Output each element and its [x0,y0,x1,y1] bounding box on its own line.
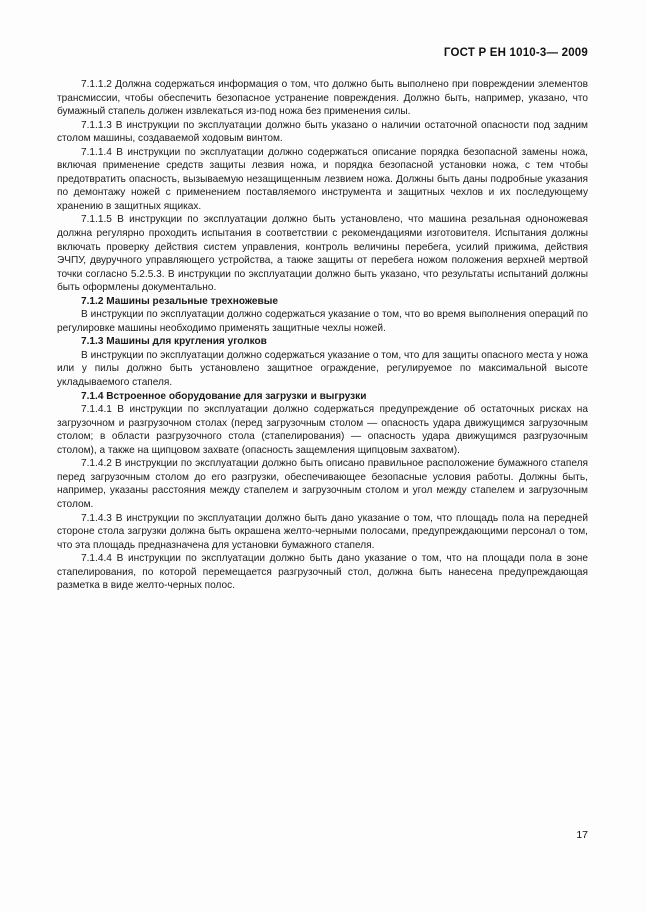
section-heading: 7.1.2 Машины резальные трехножевые [81,295,278,307]
body-paragraph: В инструкции по эксплуатации должно содержаться указание о том, что для защиты опасного места у ножа или у пилы должно быть установлено защитное ограждение, регулируемое по максимальной высоте укладываемого стапеля. [57,349,588,389]
page-number: 17 [576,829,588,841]
body-paragraph: 7.1.1.4 В инструкции по эксплуатации должно содержаться описание порядка безопасной замены ножа, включая применение средств защиты лезвия ножа, и порядка безопасной установки ножа, с тем чтобы предотвратить опасность, вызываемую незащищенным лезвием ножа. Должны быть даны подробные указания по демонтажу ножей с применением поставляемого инструмента и защитных чехлов и их последующему хранению в защитных ящиках. [57,146,588,212]
body-paragraph: 7.1.1.3 В инструкции по эксплуатации должно быть указано о наличии остаточной опасности под задним столом машины, создаваемой ходовым винтом. [57,119,588,145]
body-paragraph: 7.1.1.5 В инструкции по эксплуатации должно быть установлено, что машина резальная одноножевая должна регулярно проходить испытания в соответствии с рекомендациями изготовителя. Испытания должны включать проверку действия систем управления, контроль величины перебега, усилий прижима, действия ЭЧПУ, двуручного управляющего устройства, а также защиты от перебега ножом положения верхней мертвой точки согласно 5.2.5.3. В инструкции по эксплуатации должно быть указано, что результаты испытаний должны быть оформлены документально. [57,214,588,294]
body-paragraph: 7.1.1.2 Должна содержаться информация о том, что должно быть выполнено при повреждении элементов трансмиссии, чтобы обеспечить безопасное устранение повреждения. Должно быть, например, указано, что бумажный стапель должен извлекаться из-под ножа без применения силы. [57,79,588,118]
section-heading: 7.1.3 Машины для кругления уголков [81,336,267,348]
document-body [57,78,588,593]
body-paragraph: 7.1.4.2 В инструкции по эксплуатации должно быть описано правильное расположение бумажного стапеля перед загрузочным столом до его разгрузки, обеспечивающее безопасные условия работы. Должны быть, например, указаны расстояния между стапелем и загрузочным столом и угол между стапелем и загрузочным столом. [57,458,588,510]
body-paragraph: 7.1.4.3 В инструкции по эксплуатации должно быть дано указание о том, что площадь пола на передней стороне стола загрузки должна быть окрашена желто-черными полосами, предупреждающими персонал о том, что эта площадь предназначена для установки бумажного стапеля. [57,512,588,551]
body-paragraph: В инструкции по эксплуатации должно содержаться указание о том, что во время выполнения операций по регулировке машины необходимо применять защитные чехлы ножей. [57,309,588,334]
document-header-standard-number: ГОСТ Р ЕН 1010-3— 2009 [443,47,588,59]
body-paragraph: 7.1.4.4 В инструкции по эксплуатации должно быть дано указание о том, что на площади пола в зоне стапелирования, по которой перемещается разгрузочный стол, должна быть нанесена предупреждающая разметка в виде желто-черных полос. [57,553,588,592]
section-heading: 7.1.4 Встроенное оборудование для загрузки и выгрузки [81,390,367,402]
body-paragraph: 7.1.4.1 В инструкции по эксплуатации должно содержаться предупреждение об остаточных рисках на загрузочном и разгрузочном столах (перед загрузочным столом — опасность удара движущимся загрузочным столом; в области разгрузочного стола (стапелирования) — опасность удара движущимся разгрузочным столом), а также на щипцовом захвате (опасность защемления щипцовым захватом). [57,404,588,456]
